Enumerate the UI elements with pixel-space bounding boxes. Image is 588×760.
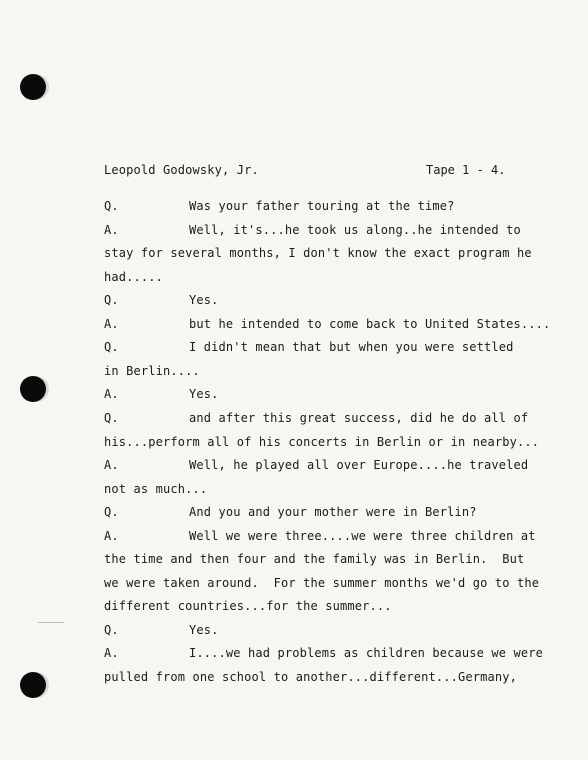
- line-text: Well, he played all over Europe....he traveled: [189, 458, 529, 473]
- speaker-label: A.: [104, 528, 119, 543]
- header-speaker: Leopold Godowsky, Jr.: [104, 163, 259, 177]
- punch-hole: [20, 74, 46, 100]
- line-text: Well, it's...he took us along..he intended to: [189, 222, 521, 237]
- transcript-line: [104, 435, 539, 449]
- transcript-line: [104, 293, 219, 308]
- transcript-line: [104, 576, 539, 590]
- transcript-line: [104, 646, 543, 661]
- speaker-label: Q.: [104, 293, 119, 308]
- transcript-line: [104, 505, 477, 520]
- line-text: his...perform all of his concerts in Berlin or in nearby...: [104, 434, 540, 449]
- speaker-label: Q.: [104, 622, 119, 637]
- transcript-line: [104, 222, 521, 237]
- line-text: I....we had problems as children because we were: [189, 646, 543, 661]
- line-text: we were taken around. For the summer months we'd go to the: [104, 575, 540, 590]
- speaker-label: A.: [104, 222, 119, 237]
- punch-hole: [20, 376, 46, 402]
- line-text: And you and your mother were in Berlin?: [189, 505, 477, 520]
- transcript-line: [104, 528, 536, 543]
- line-text: in Berlin....: [104, 363, 200, 378]
- speaker-label: A.: [104, 316, 119, 331]
- punch-hole: [20, 672, 46, 698]
- transcript-line: [104, 458, 529, 473]
- line-text: but he intended to come back to United States....: [189, 316, 551, 331]
- line-text: the time and then four and the family was in Berlin. But: [104, 552, 525, 567]
- transcript-line: [104, 410, 529, 425]
- speaker-label: Q.: [104, 410, 119, 425]
- line-text: stay for several months, I don't know the exact program he: [104, 246, 532, 261]
- transcript-line: [104, 364, 200, 378]
- transcript-line: [104, 387, 219, 402]
- transcript-line: [104, 599, 392, 613]
- transcript-line: [104, 622, 219, 637]
- page-mark: [38, 622, 64, 623]
- transcript-line: [104, 199, 455, 213]
- line-text: not as much...: [104, 481, 208, 496]
- line-text: Yes.: [189, 387, 219, 402]
- line-text: Yes.: [189, 293, 219, 308]
- speaker-label: A.: [104, 387, 119, 402]
- speaker-label: Q.: [104, 340, 119, 355]
- line-text: had.....: [104, 269, 163, 284]
- line-text: pulled from one school to another...different...Germany,: [104, 670, 517, 684]
- line-text: I didn't mean that but when you were settled: [189, 340, 514, 355]
- speaker-label: Q.: [104, 199, 119, 213]
- speaker-label: A.: [104, 646, 119, 661]
- speaker-label: A.: [104, 458, 119, 473]
- line-text: Was your father touring at the time?: [189, 199, 455, 213]
- header-tape: Tape 1 - 4.: [426, 163, 506, 177]
- speaker-label: Q.: [104, 505, 119, 520]
- transcript-line: [104, 270, 163, 284]
- line-text: and after this great success, did he do all of: [189, 410, 529, 425]
- transcript-line: [104, 670, 517, 684]
- transcript-line: [104, 316, 551, 331]
- transcript-line: [104, 482, 207, 496]
- transcript-line: [104, 552, 524, 566]
- line-text: Yes.: [189, 622, 219, 637]
- line-text: Well we were three....we were three children at: [189, 528, 536, 543]
- line-text: different countries...for the summer...: [104, 599, 392, 614]
- transcript-line: [104, 340, 514, 355]
- transcript-line: [104, 246, 532, 260]
